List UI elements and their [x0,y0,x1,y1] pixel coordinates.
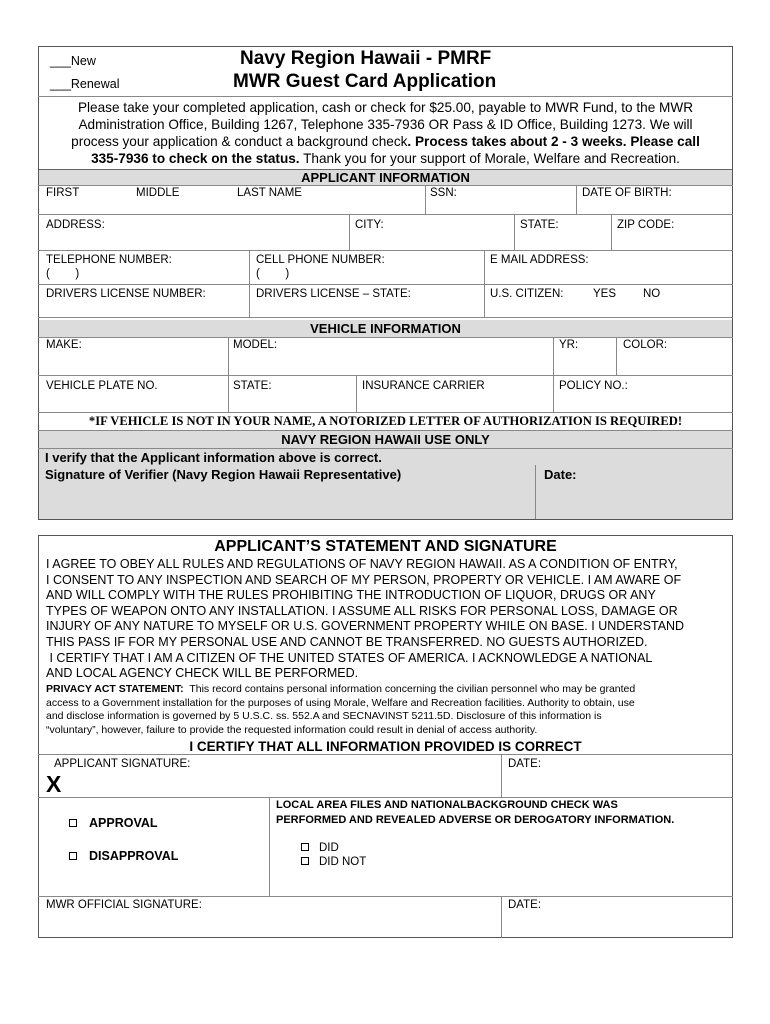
vehicle-state-label: STATE: [233,380,272,392]
statement-line: INJURY OF ANY NATURE TO MYSELF OR U.S. GOVERNMENT PROPERTY WHILE ON BASE. I UNDERSTAND [46,619,685,634]
vehicle-plate-label: VEHICLE PLATE NO. [46,380,158,392]
vehicle-model-label: MODEL: [233,339,278,351]
disapproval-checkbox[interactable] [69,852,77,860]
statement-line: I CONSENT TO ANY INSPECTION AND SEARCH OF MY PERSON, PROPERTY OR VEHICLE. I AM AWARE OF [46,572,682,587]
renewal-checkbox-label[interactable]: ___Renewal [50,77,120,91]
us-citizen-label: U.S. CITIZEN: [490,288,564,300]
cell-phone-area-code: ( ) [256,268,290,280]
ssn-label: SSN: [430,187,457,199]
signature-x-mark[interactable]: X [46,771,62,797]
vehicle-make-label: MAKE: [46,339,82,351]
verifier-date-label[interactable]: Date: [544,467,577,482]
address-label: ADDRESS: [46,219,105,231]
new-checkbox-label[interactable]: ___New [50,54,96,68]
drivers-license-state-label: DRIVERS LICENSE – STATE: [256,288,411,300]
applicant-date-label: DATE: [508,758,542,770]
privacy-line-2: and disclose information is governed by 5 U.S.C. ss. 552.A and SECNAVINST 5211.5D. Disclosure of this information is [46,710,602,723]
applicant-info-heading: APPLICANT INFORMATION [39,169,732,186]
disapproval-option[interactable] [69,849,178,863]
us-citizen-no[interactable]: NO [643,288,661,300]
form-title-line2: MWR Guest Card Application [233,71,497,92]
did-not-option[interactable] [301,856,366,868]
mwr-official-date-label: DATE: [508,899,542,911]
did-not-checkbox[interactable] [301,857,309,865]
cell-phone-label: CELL PHONE NUMBER: [256,254,385,266]
navy-use-only-heading: NAVY REGION HAWAII USE ONLY [39,431,732,448]
vehicle-authorization-notice: *IF VEHICLE IS NOT IN YOUR NAME, A NOTORIZED LETTER OF AUTHORIZATION IS REQUIRED! [88,414,683,428]
middle-name-label: MIDDLE [136,187,180,199]
last-name-label: LAST NAME [237,187,302,199]
statement-line: TYPES OF WEAPON ONTO ANY INSTALLATION. I ASSUME ALL RISKS FOR PERSONAL LOSS, DAMAGE OR [46,603,678,618]
drivers-license-number-label: DRIVERS LICENSE NUMBER: [46,288,206,300]
instructions-line4-bold: 335-7936 to check on the status. [91,151,300,166]
privacy-act-statement [46,683,730,737]
verify-statement: I verify that the Applicant information above is correct. [45,450,382,465]
privacy-line-1: access to a Government installation for the purposes of using Morale, Welfare and Recreation facilities. Authority to obtain, use [46,696,635,709]
instructions-line1: Please take your completed application, cash or check for $25.00, payable to MWR Fund, to the MWR [77,100,694,115]
date-of-birth-label: DATE OF BIRTH: [582,187,672,199]
state-label: STATE: [520,219,559,231]
did-checkbox[interactable] [301,843,309,851]
email-label: E MAIL ADDRESS: [490,254,589,266]
approval-label: APPROVAL [89,816,158,830]
vehicle-color-label: COLOR: [623,339,668,351]
form-title-line1: Navy Region Hawaii - PMRF [240,48,492,69]
verifier-signature-label[interactable]: Signature of Verifier (Navy Region Hawaii Representative) [45,467,402,482]
privacy-line-0: This record contains personal information concerning the civilian personnel who may be granted [183,683,636,695]
instructions-line2: Administration Office, Building 1267, Telephone 335-7936 OR Pass & ID Office, Building 1273. We will [78,117,693,132]
did-option[interactable] [301,842,339,854]
policy-number-label: POLICY NO.: [559,380,628,392]
us-citizen-yes[interactable]: YES [593,288,617,300]
statement-line: THIS PASS IF FOR MY PERSONAL USE AND CANNOT BE TRANSFERRED. NO GUESTS AUTHORIZED. [46,634,648,649]
telephone-label: TELEPHONE NUMBER: [46,254,172,266]
approval-checkbox[interactable] [69,819,77,827]
applicant-signature-label: APPLICANT SIGNATURE: [54,758,191,770]
approval-option[interactable] [69,816,158,830]
instructions-line4 [40,150,731,167]
telephone-area-code: ( ) [46,268,80,280]
insurance-carrier-label: INSURANCE CARRIER [362,380,485,392]
background-check-text-line1: LOCAL AREA FILES AND NATIONALBACKGROUND CHECK WAS [276,799,618,811]
statement-line: I AGREE TO OBEY ALL RULES AND REGULATIONS OF NAVY REGION HAWAII. AS A CONDITION OF ENTRY, [46,557,678,571]
instructions-line4-normal: Thank you for your support of Morale, Welfare and Recreation. [299,151,680,166]
statement-line: I CERTIFY THAT I AM A CITIZEN OF THE UNITED STATES OF AMERICA. I ACKNOWLEDGE A NATIONAL [46,650,653,665]
vehicle-info-heading: VEHICLE INFORMATION [39,320,732,337]
statement-text [46,557,726,682]
instructions-line3-bold: . Process takes about 2 - 3 weeks. Please call [407,134,700,149]
instructions [40,99,731,167]
did-label: DID [319,842,339,854]
zip-code-label: ZIP CODE: [617,219,675,231]
instructions-line3 [40,133,731,150]
instructions-line3-normal: process your application & conduct a background check [71,134,408,149]
mwr-official-signature-label: MWR OFFICIAL SIGNATURE: [46,899,202,911]
disapproval-label: DISAPPROVAL [89,849,179,863]
statement-heading: APPLICANT’S STATEMENT AND SIGNATURE [214,538,557,555]
certify-statement: I CERTIFY THAT ALL INFORMATION PROVIDED IS CORRECT [189,739,582,754]
privacy-act-label: PRIVACY ACT STATEMENT: [46,683,184,695]
vehicle-year-label: YR: [559,339,579,351]
statement-line: AND WILL COMPLY WITH THE RULES PROHIBITING THE INTRODUCTION OF LIQUOR, DRUGS OR ANY [46,588,656,603]
did-not-label: DID NOT [319,856,367,868]
background-check-text-line2: PERFORMED AND REVEALED ADVERSE OR DEROGATORY INFORMATION. [276,814,675,826]
city-label: CITY: [355,219,384,231]
first-name-label: FIRST [46,187,80,199]
privacy-line-3: “voluntary”, however, failure to provide the requested information could result in denial of access authority. [46,723,538,736]
statement-line: AND LOCAL AGENCY CHECK WILL BE PERFORMED. [46,666,359,681]
